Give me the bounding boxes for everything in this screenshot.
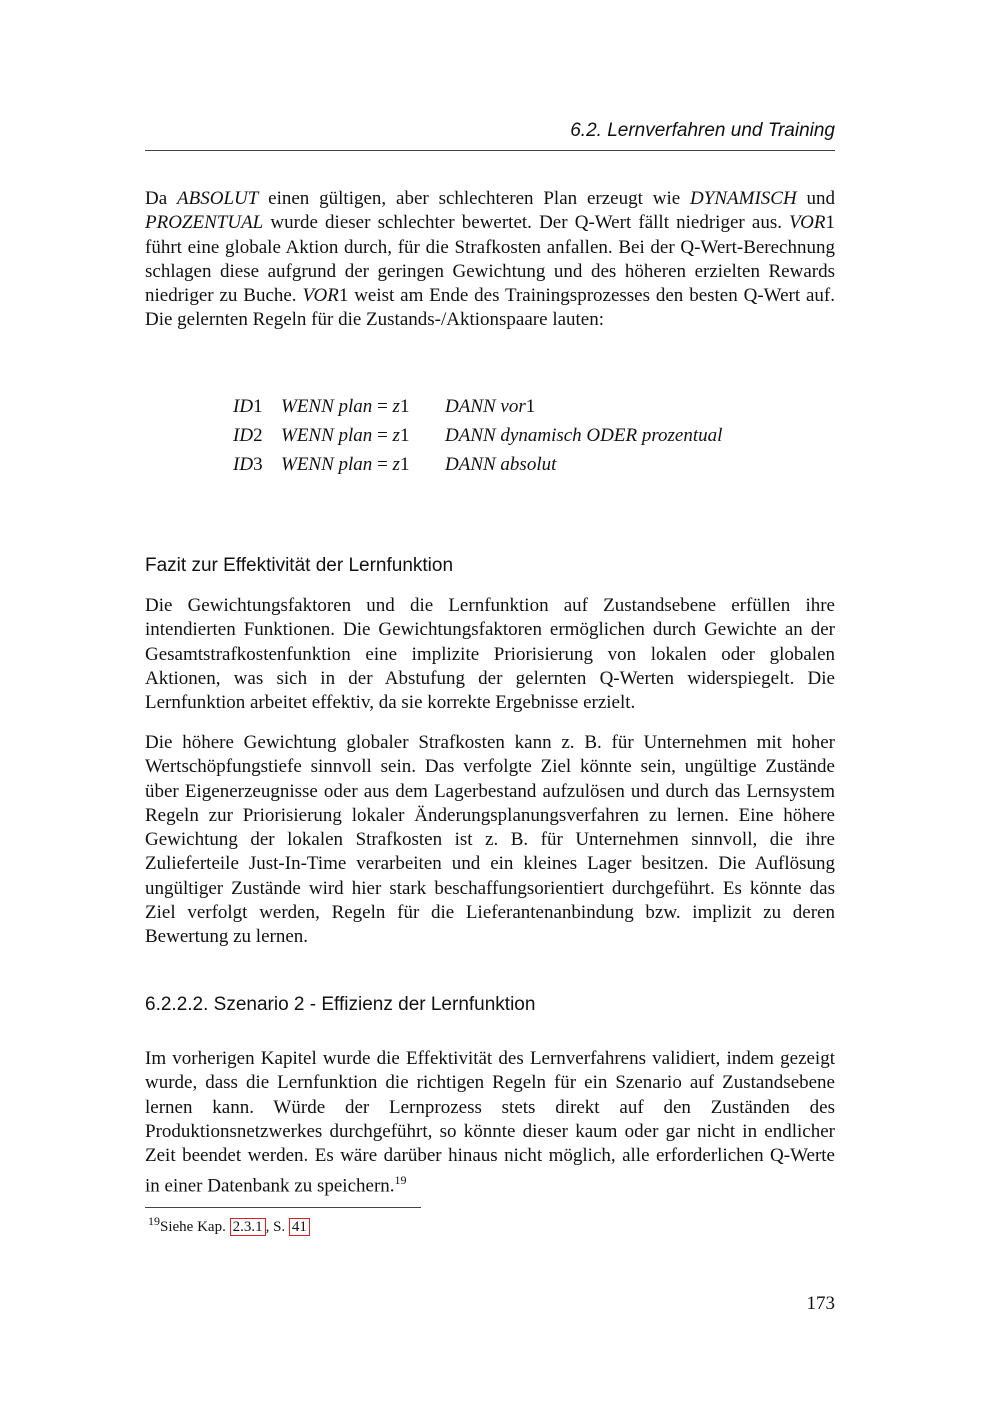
- rule-row: ID1 WENN plan = z1 DANN vor1: [233, 396, 536, 417]
- rule-list: [233, 392, 722, 479]
- heading-szenario-2: 6.2.2.2. Szenario 2 - Effizienz der Lernfunktion: [145, 994, 536, 1015]
- paragraph-fazit-2: Die höhere Gewichtung globaler Strafkosten kann z. B. für Unternehmen mit hoher Wertschöpfungstiefe sinnvoll sein. Das verfolgte Ziel könnte sein, ungültige Zustände über Eigenerzeugnisse oder aus dem Lagerbestand aufzulösen und durch das Lernsystem Regeln zur Priorisierung lokaler Änderungsplanungsverfahren zu lernen. Eine höhere Gewichtung der lokalen Strafkosten ist z. B. für Unternehmen sinnvoll, die ihre Zulieferteile Just-In-Time verarbeiten und ein kleines Lager besitzen. Die Auflösung ungültiger Zustände wird hier stark beschaffungsorientiert durchgeführt. Es könnte das Ziel verfolgt werden, Regeln für die Lieferantenanbindung bzw. implizit zu deren Bewertung zu lernen.: [145, 732, 835, 948]
- paragraph-intro: Da ABSOLUT einen gültigen, aber schlechteren Plan erzeugt wie DYNAMISCH und PROZENTUAL wurde dieser schlechter bewertet. Der Q-Wert fällt niedriger aus. VOR1 führt eine globale Aktion durch, für die Strafkosten anfallen. Bei der Q-Wert-Berechnung schlagen diese aufgrund der geringen Gewichtung und des höheren erzielten Rewards niedriger zu Buche. VOR1 weist am Ende des Trainingsprozesses den besten Q-Wert auf. Die gelernten Regeln für die Zustands-/Aktionspaare lauten:: [145, 188, 836, 331]
- chapter-link[interactable]: 2.3.1: [230, 1218, 266, 1236]
- footnote-marker[interactable]: 19: [394, 1173, 407, 1188]
- page-number: 173: [806, 1293, 835, 1314]
- paragraph-szenario: Im vorherigen Kapitel wurde die Effektivität des Lernverfahrens validiert, indem gezeigt wurde, dass die Lernfunktion die richtigen Regeln für ein Szenario auf Zustandsebene lernen kann. Würde der Lernprozess stets direkt auf den Zuständen des Produktionsnetzwerkes durchgeführt, so könnte dieser kaum oder gar nicht in endlicher Zeit beendet werden. Es wäre darüber hinaus nicht möglich, alle erforderlichen Q-Werte in einer Datenbank zu speichern.$^{19}$: [145, 1048, 835, 1197]
- running-header: 6.2. Lernverfahren und Training: [570, 120, 835, 141]
- footnote-rule: [145, 1207, 421, 1208]
- rule-row: ID2 WENN plan = z1 DANN dynamisch ODER prozentual: [233, 425, 723, 446]
- page-link[interactable]: 41: [289, 1218, 310, 1236]
- paragraph-fazit-1: Die Gewichtungsfaktoren und die Lernfunktion auf Zustandsebene erfüllen ihre intendierten Funktionen. Die Gewichtungsfaktoren ermöglichen durch Gewichte an der Gesamtstrafkostenfunktion eine implizite Priorisierung von lokalen oder globalen Aktionen, was sich in der Abstufung der gelernten Q-Werten widerspiegelt. Die Lernfunktion arbeitet effektiv, da sie korrekte Ergebnisse erzielt.: [145, 595, 835, 714]
- footnote: $^{19}$Siehe Kap. 2.3.1 , S. 41: [148, 1211, 310, 1237]
- rule-row: ID3 WENN plan = z1 DANN absolut: [233, 454, 557, 475]
- heading-fazit: Fazit zur Effektivität der Lernfunktion: [145, 555, 454, 576]
- header-rule: [145, 150, 835, 151]
